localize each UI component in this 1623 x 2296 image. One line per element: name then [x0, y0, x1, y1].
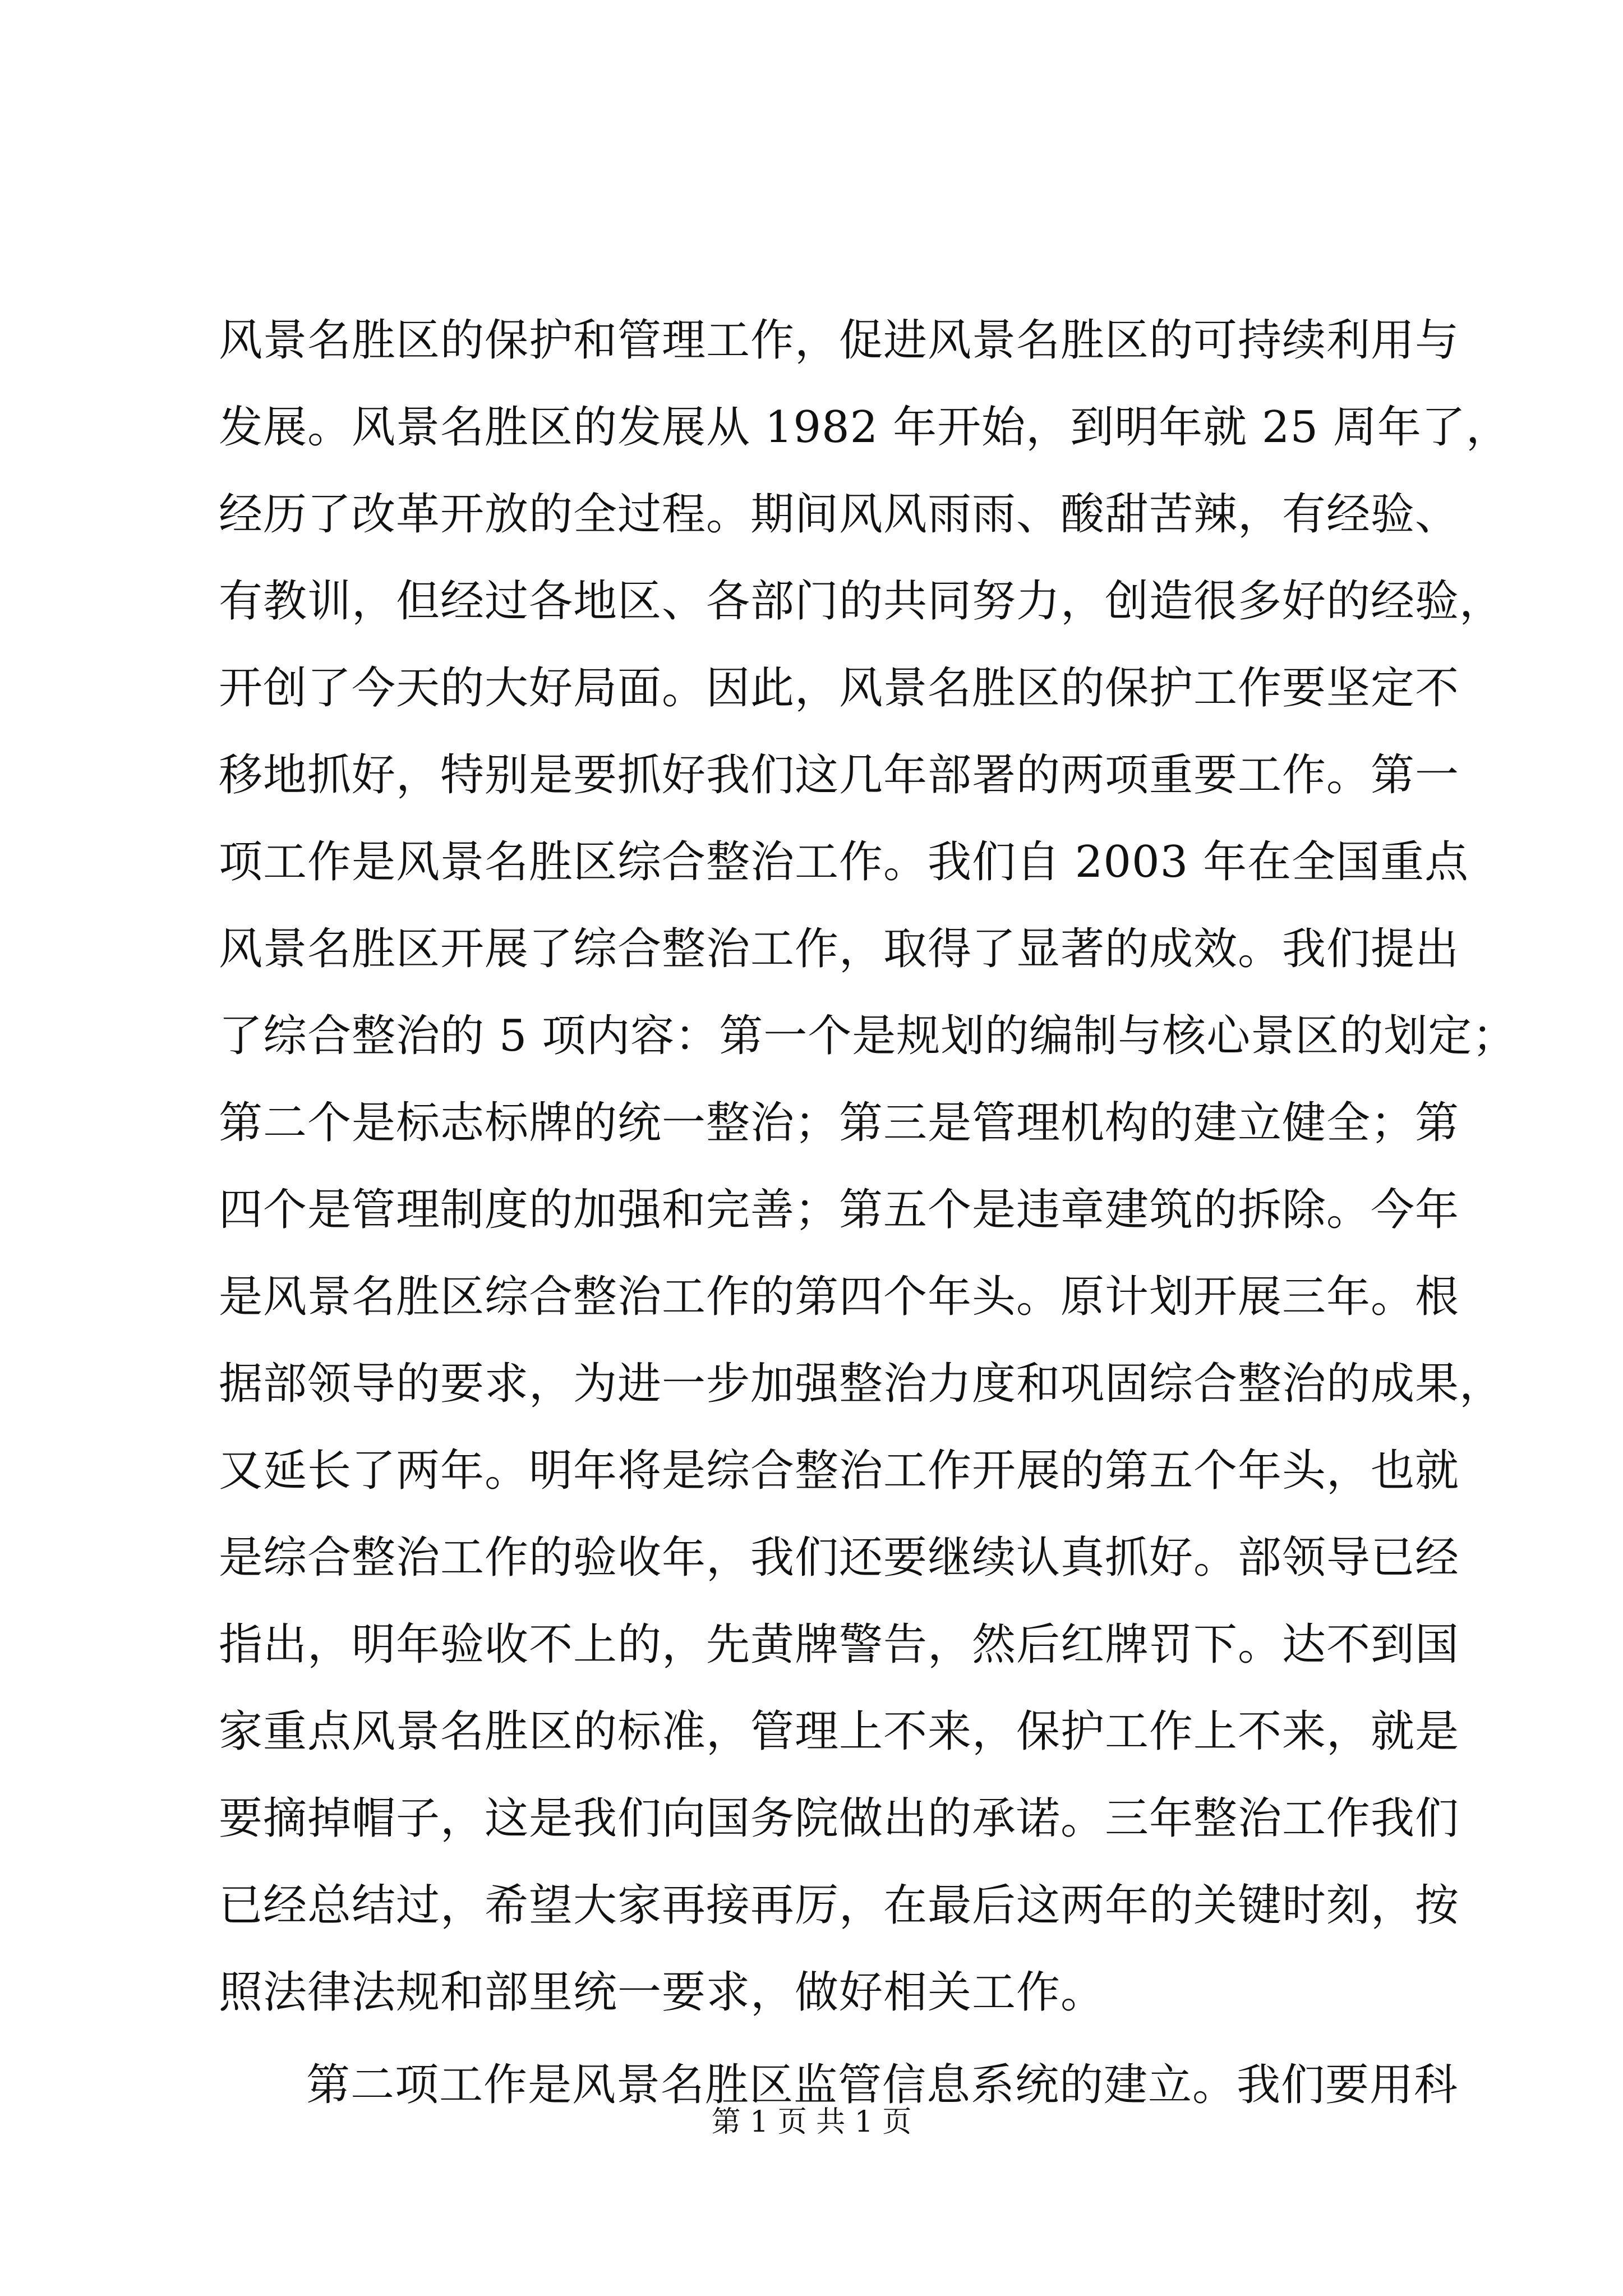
text-line: 照法律法规和部里统一要求，做好相关工作。 [219, 1967, 1105, 2018]
text-line: 又延长了两年。明年将是综合整治工作开展的第五个年头，也就 [219, 1446, 1460, 1496]
text-line: 风景名胜区的保护和管理工作，促进风景名胜区的可持续利用与 [219, 315, 1460, 366]
document-body [219, 297, 1517, 2129]
text-line: 了综合整治的 5 项内容：第一个是规划的编制与核心景区的划定； [219, 1011, 1517, 1061]
text-line: 四个是管理制度的加强和完善；第五个是违章建筑的拆除。今年 [219, 1185, 1460, 1235]
text-line: 要摘掉帽子，这是我们向国务院做出的承诺。三年整治工作我们 [219, 1793, 1460, 1844]
page-footer [0, 2102, 1623, 2142]
text-line: 发展。风景名胜区的发展从 1982 年开始，到明年就 25 周年了， [219, 402, 1510, 453]
text-line: 家重点风景名胜区的标准，管理上不来，保护工作上不来，就是 [219, 1706, 1460, 1757]
page-number-label: 第 1 页 共 1 页 [711, 2105, 912, 2139]
text-line: 风景名胜区开展了综合整治工作，取得了显著的成效。我们提出 [219, 924, 1460, 974]
text-line: 第二个是标志标牌的统一整治；第三是管理机构的建立健全；第 [219, 1098, 1460, 1148]
text-line: 有教训，但经过各地区、各部门的共同努力，创造很多好的经验， [219, 576, 1504, 627]
paragraph-gap [219, 2036, 1430, 2042]
text-line: 经历了改革开放的全过程。期间风风雨雨、酸甜苦辣，有经验、 [219, 489, 1460, 540]
text-line: 指出，明年验收不上的，先黄牌警告，然后红牌罚下。达不到国 [219, 1619, 1460, 1670]
text-line: 第二项工作是风景名胜区监管信息系统的建立。我们要用科 [306, 2060, 1459, 2110]
text-line: 移地抓好，特别是要抓好我们这几年部署的两项重要工作。第一 [219, 750, 1460, 800]
text-line: 是风景名胜区综合整治工作的第四个年头。原计划开展三年。根 [219, 1272, 1460, 1322]
text-line: 据部领导的要求，为进一步加强整治力度和巩固综合整治的成果， [219, 1359, 1504, 1409]
text-line: 是综合整治工作的验收年，我们还要继续认真抓好。部领导已经 [219, 1533, 1460, 1583]
text-line: 已经总结过，希望大家再接再厉，在最后这两年的关键时刻，按 [219, 1880, 1460, 1931]
text-line: 项工作是风景名胜区综合整治工作。我们自 2003 年在全国重点 [219, 837, 1469, 887]
paragraph-1 [219, 297, 1517, 2036]
text-line: 开创了今天的大好局面。因此，风景名胜区的保护工作要坚定不 [219, 663, 1460, 714]
